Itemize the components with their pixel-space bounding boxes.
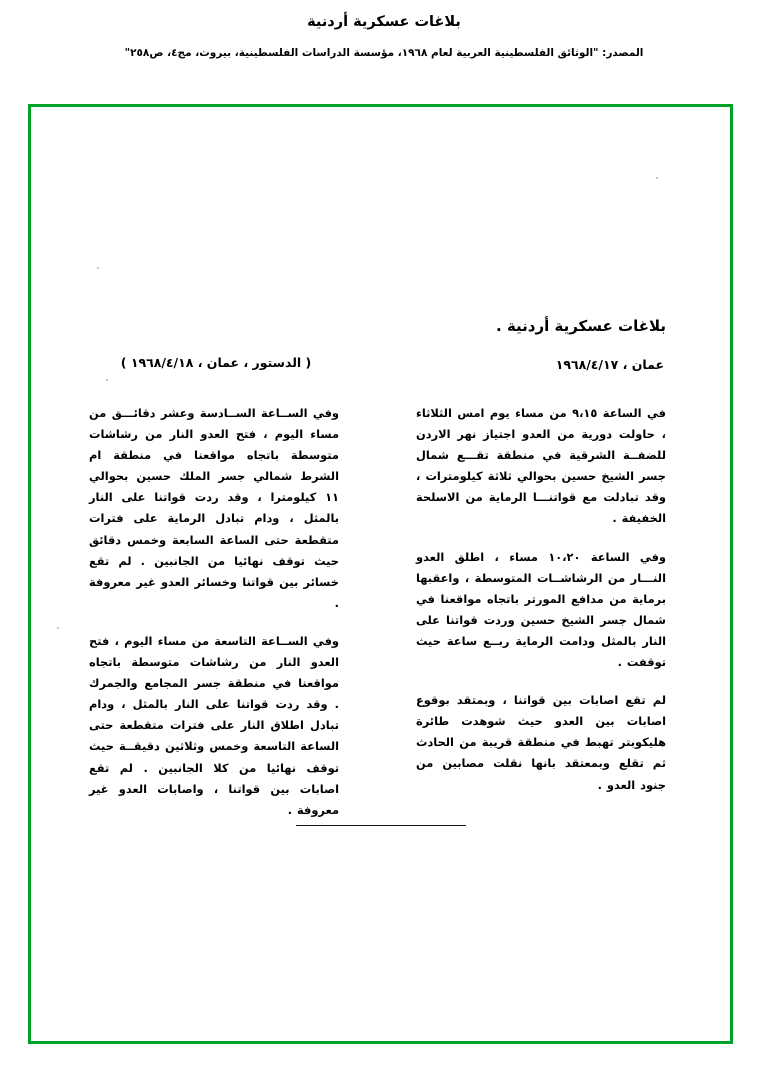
document-column-left [89, 403, 339, 821]
document-frame [28, 104, 733, 1044]
paragraph: في الساعة ٩،١٥ من مساء يوم امس الثلاثاء ، حاولت دورية من العدو اجتياز نهر الاردن للضفــة الشرقية في منطقة تقـــع شمال جسر الشيخ حسين بحوالي ثلاثة كيلومترات ، وقد تبادلت مع قواتنـــا الرماية من الاسلحة الخفيفة . [416, 406, 666, 526]
horizontal-divider [296, 825, 466, 826]
page-source-note: المصدر: "الوثائق الفلسطينية العربية لعام ١٩٦٨، مؤسسة الدراسات الفلسطينية، بيروت، مج٤، ص٢٥٨" [124, 47, 644, 60]
document-dateline: عمان ، ١٩٦٨/٤/١٧ [555, 357, 664, 372]
document-page [31, 107, 730, 1041]
document-column-right [416, 403, 666, 796]
scan-speck [106, 379, 108, 381]
scan-speck [57, 627, 59, 629]
document-title: بلاغات عسكرية أردنية . [496, 317, 666, 335]
paragraph: وفي الســاعة الســادسة وعشر دقائـــق من مساء اليوم ، فتح العدو النار من رشاشات متوسطة باتجاه مواقعنا في منطقة ام الشرط شمالي جسر الملك حسين بحوالي ١١ كيلومترا ، وقد ردت قواتنا على النار بالمثل ، ودام تبادل الرماية على فترات متقطعة حتى الساعة السابعة وخمس دقائق حيث توقف نهائيا من الجانبين . لم تقع خسائر بين قواتنا وخسائر العدو غير معروفة . [89, 406, 339, 610]
document-source-citation: ( الدستور ، عمان ، ١٩٦٨/٤/١٨ ) [120, 355, 312, 370]
paragraph: وفي الســاعة التاسعة من مساء اليوم ، فتح العدو النار من رشاشات متوسطة باتجاه مواقعنا في منطقة جسر المجامع والجمرك . وقد ردت قواتنا على النار بالمثل ، ودام تبادل اطلاق النار على فترات متقطعة حتى الساعة التاسعة وخمس وثلاثين دقيقــة حيث توقف نهائيا من كلا الجانبين . لم تقع اصابات بين قواتنا ، واصابات العدو غير معروفة . [89, 633, 339, 817]
paragraph: وفي الساعة ١٠،٢٠ مساء ، اطلق العدو النـــار من الرشاشــات المتوسطة ، واعقبها برماية من مدافع المورتر باتجاه مواقعنا في شمال جسر الشيخ حسين وردت قواتنا على النار بالمثل ودامت الرماية ربــع ساعة حيث توقفت . [416, 549, 666, 670]
page-title: بلاغات عسكرية أردنية [307, 14, 461, 30]
page-header [0, 0, 768, 61]
scan-speck [656, 177, 658, 179]
paragraph: لم تقع اصابات بين قواتنا ، وبمتقد بوقوع اصابات بين العدو حيث شوهدت طائرة هليكوبتر تهبط في منطقة قريبة من الحادث ثم تقلع وبمعتقد بانها نقلت مصابين من جنود العدو . [416, 693, 666, 792]
scan-speck [97, 267, 99, 269]
